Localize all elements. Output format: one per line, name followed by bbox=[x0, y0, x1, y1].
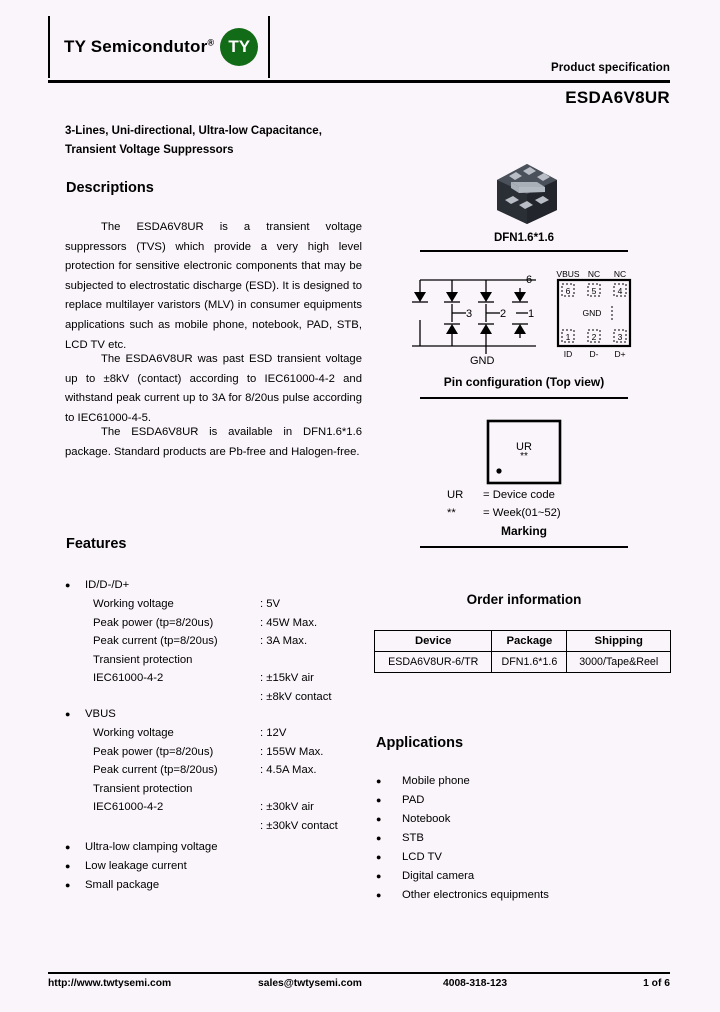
ty-logo-icon: TY bbox=[220, 28, 258, 66]
descriptions-paragraph-1: The ESDA6V8UR is a transient voltage suppressors (TVS) which provide a very high level protection for sensitive electronic components that may be subjected to electrostatic discharge (ESD). It is designed to replace multilayer varistors (MLV) in consumer equipments applications such as mobile phone, notebook, PAD, STB, LCD TV etc. bbox=[65, 221, 362, 351]
feature-group-label: VBUS bbox=[85, 708, 116, 720]
pin-number-4: 4 bbox=[617, 286, 623, 296]
bullet-icon: ● bbox=[65, 880, 71, 890]
cell-package: DFN1.6*1.6 bbox=[492, 652, 567, 673]
footer-page-number: 1 of 6 bbox=[643, 978, 670, 989]
applications-heading: Applications bbox=[376, 735, 464, 751]
marking-title: Marking bbox=[500, 524, 547, 538]
application-label: STB bbox=[402, 832, 424, 844]
bullet-icon: ● bbox=[376, 776, 382, 786]
feature-group-vbus bbox=[65, 705, 338, 836]
feature-bullet-row bbox=[65, 838, 217, 857]
descriptions-heading: Descriptions bbox=[66, 180, 154, 196]
document-type-label: Product specification bbox=[550, 62, 670, 74]
bullet-icon: ● bbox=[376, 890, 382, 900]
spec-name: Working voltage bbox=[93, 727, 174, 739]
marking-code-line1: UR bbox=[516, 441, 532, 453]
page-footer bbox=[48, 978, 670, 989]
applications-list bbox=[376, 772, 666, 905]
bullet-icon: ● bbox=[65, 842, 71, 852]
footer-phone: 4008-318-123 bbox=[443, 978, 508, 989]
spec-value: : 3A Max. bbox=[260, 635, 308, 648]
spec-name: Working voltage bbox=[93, 598, 174, 610]
spec-row bbox=[65, 632, 332, 651]
feature-simple-bullets bbox=[65, 838, 217, 895]
order-information-heading: Order information bbox=[466, 592, 582, 607]
spec-row bbox=[65, 669, 332, 688]
list-item bbox=[376, 791, 666, 810]
list-item bbox=[376, 829, 666, 848]
marking-legend-key: ** bbox=[447, 507, 456, 519]
spec-value: : ±30kV air bbox=[260, 801, 314, 814]
application-label: Mobile phone bbox=[402, 775, 470, 787]
pin-number-5: 5 bbox=[591, 286, 597, 296]
column-header-device: Device bbox=[375, 631, 492, 652]
marking-section bbox=[404, 418, 644, 548]
application-label: Other electronics equipments bbox=[402, 889, 549, 901]
feature-bullet-label: Ultra-low clamping voltage bbox=[85, 841, 218, 853]
spec-row bbox=[65, 688, 332, 707]
spec-row bbox=[65, 724, 338, 743]
feature-bullet-label: Small package bbox=[85, 879, 160, 891]
pin-number-6: 6 bbox=[565, 286, 571, 296]
feature-bullet-row bbox=[65, 876, 217, 895]
spec-row bbox=[65, 614, 332, 633]
spec-value: : 155W Max. bbox=[260, 745, 324, 758]
spec-name: IEC61000-4-2 bbox=[93, 801, 164, 814]
spec-value: : 5V bbox=[260, 598, 281, 610]
spec-name: Peak power (tp=8/20us) bbox=[93, 616, 214, 629]
subtitle-line-2: Transient Voltage Suppressors bbox=[65, 144, 234, 156]
spec-value: : 12V bbox=[260, 727, 287, 739]
package-photo-section bbox=[404, 158, 644, 252]
column-header-shipping: Shipping bbox=[567, 631, 671, 652]
registered-trademark-icon: ® bbox=[207, 37, 215, 48]
bullet-icon: ● bbox=[65, 580, 71, 590]
spec-row bbox=[65, 817, 338, 836]
pin-top-label-nc-5: NC bbox=[587, 269, 601, 279]
schematic-gnd-label: GND bbox=[470, 355, 495, 366]
bullet-icon: ● bbox=[376, 833, 382, 843]
pin-bottom-label-dminus: D- bbox=[589, 349, 599, 359]
company-name: TY Semicondutor® bbox=[64, 37, 215, 56]
list-item bbox=[376, 810, 666, 829]
bullet-icon: ● bbox=[65, 861, 71, 871]
bullet-icon: ● bbox=[65, 709, 71, 719]
feature-bullet-label: Low leakage current bbox=[85, 860, 187, 872]
bullet-icon: ● bbox=[376, 871, 382, 881]
spec-value: : 45W Max. bbox=[260, 616, 318, 629]
list-item bbox=[376, 772, 666, 791]
table-header-row bbox=[375, 631, 671, 652]
footer-website-link[interactable]: http://www.twtysemi.com bbox=[48, 978, 172, 989]
company-logo bbox=[50, 16, 272, 78]
node-label-1: 1 bbox=[528, 308, 535, 320]
application-label: LCD TV bbox=[402, 851, 442, 863]
cell-device: ESDA6V8UR-6/TR bbox=[375, 652, 492, 673]
pin-configuration-section bbox=[404, 266, 644, 399]
spec-name: IEC61000-4-2 bbox=[93, 672, 164, 685]
marking-legend-key: UR bbox=[447, 489, 464, 501]
spec-name: Transient protection bbox=[93, 653, 193, 666]
node-label-6: 6 bbox=[526, 274, 533, 286]
list-item bbox=[376, 867, 666, 886]
application-label: PAD bbox=[402, 794, 425, 806]
feature-bullet-row bbox=[65, 857, 217, 876]
spec-value bbox=[260, 651, 332, 670]
spec-row bbox=[65, 651, 332, 670]
marking-legend-desc: = Device code bbox=[483, 489, 555, 501]
marking-chip-diagram bbox=[485, 418, 563, 486]
pin-bottom-label-dplus: D+ bbox=[614, 349, 626, 359]
application-label: Digital camera bbox=[402, 870, 475, 882]
pin-number-1: 1 bbox=[565, 332, 571, 342]
list-item bbox=[376, 886, 666, 905]
product-subtitle bbox=[65, 122, 395, 160]
spec-value bbox=[260, 780, 338, 799]
spec-row bbox=[65, 761, 338, 780]
pin-top-label-vbus: VBUS bbox=[556, 269, 580, 279]
package-caption: DFN1.6*1.6 bbox=[493, 232, 555, 244]
descriptions-paragraph-3: The ESDA6V8UR is available in DFN1.6*1.6 package. Standard products are Pb-free and Halogen-free. bbox=[65, 426, 362, 458]
table-row bbox=[375, 652, 671, 673]
node-label-3: 3 bbox=[466, 308, 473, 320]
spec-row bbox=[65, 780, 338, 799]
dfn-package-image bbox=[483, 158, 565, 230]
feature-group-title-row bbox=[65, 705, 338, 724]
marking-legend-row bbox=[404, 486, 644, 504]
pin-configuration-diagram bbox=[408, 266, 640, 366]
bullet-icon: ● bbox=[376, 852, 382, 862]
company-logo-box bbox=[48, 16, 270, 78]
feature-group-title-row bbox=[65, 576, 332, 595]
spec-name: Transient protection bbox=[93, 782, 193, 795]
application-label: Notebook bbox=[402, 813, 451, 825]
spec-name bbox=[65, 817, 260, 836]
spec-row bbox=[65, 595, 332, 614]
spec-name bbox=[65, 688, 260, 707]
spec-row bbox=[65, 743, 338, 762]
list-item bbox=[376, 848, 666, 867]
spec-value: : ±15kV air bbox=[260, 672, 314, 685]
pin-top-label-nc-4: NC bbox=[613, 269, 627, 279]
spec-value: : 4.5A Max. bbox=[260, 764, 317, 777]
spec-name: Peak power (tp=8/20us) bbox=[93, 745, 214, 758]
marking-code-line2: ** bbox=[520, 451, 528, 462]
pin-number-2: 2 bbox=[591, 332, 597, 342]
marking-section-divider bbox=[420, 546, 628, 548]
marking-legend-row bbox=[404, 504, 644, 522]
pin-section-divider bbox=[420, 397, 628, 399]
package-section-divider bbox=[420, 250, 628, 252]
descriptions-paragraph-2: The ESDA6V8UR was past ESD transient voltage up to ±8kV (contact) according to IEC61000-4-2 and withstand peak current up to 3A for 8/20us pulse according to IEC61000-4-5. bbox=[65, 353, 362, 424]
spec-value: : ±30kV contact bbox=[260, 819, 338, 832]
features-heading: Features bbox=[66, 536, 127, 552]
pin1-dot-icon bbox=[496, 468, 501, 473]
order-information-table bbox=[374, 630, 671, 673]
page-title: ESDA6V8UR bbox=[565, 88, 670, 107]
pin-number-3: 3 bbox=[617, 332, 623, 342]
bullet-icon: ● bbox=[376, 814, 382, 824]
footer-divider bbox=[48, 972, 670, 974]
cell-shipping: 3000/Tape&Reel bbox=[567, 652, 671, 673]
pin-configuration-caption: Pin configuration (Top view) bbox=[443, 375, 605, 389]
pin-center-label-gnd: GND bbox=[582, 308, 602, 318]
spec-value: : ±8kV contact bbox=[260, 690, 332, 703]
column-header-package: Package bbox=[492, 631, 567, 652]
bullet-icon: ● bbox=[376, 795, 382, 805]
spec-name: Peak current (tp=8/20us) bbox=[93, 764, 218, 777]
subtitle-line-1: 3-Lines, Uni-directional, Ultra-low Capacitance, bbox=[65, 125, 322, 137]
node-label-2: 2 bbox=[500, 308, 507, 320]
spec-row bbox=[65, 798, 338, 817]
marking-legend-desc: = Week(01~52) bbox=[483, 507, 561, 519]
header-divider bbox=[48, 80, 670, 83]
feature-group-label: ID/D-/D+ bbox=[85, 579, 130, 591]
pin-bottom-label-id: ID bbox=[563, 349, 573, 359]
spec-name: Peak current (tp=8/20us) bbox=[93, 635, 218, 648]
footer-email-link[interactable]: sales@twtysemi.com bbox=[258, 978, 362, 989]
feature-group-id-d-dplus bbox=[65, 576, 332, 707]
